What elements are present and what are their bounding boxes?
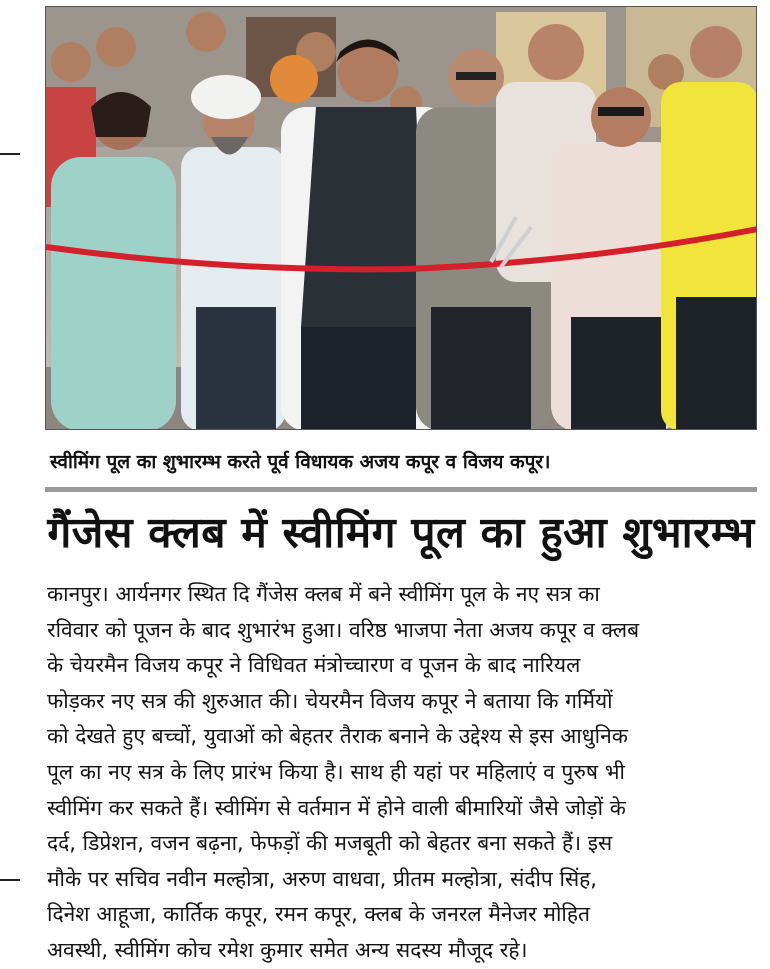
article-line: अवस्थी, स्वीमिंग कोच रमेश कुमार समेत अन्य सदस्य मौजूद रहे। xyxy=(47,937,528,962)
article-line: दर्द, डिप्रेशन, वजन बढ़ना, फेफड़ों की मजबूती को बेहतर बना सकते हैं। इस xyxy=(47,831,613,856)
photo-caption: स्वीमिंग पूल का शुभारम्भ करते पूर्व विधायक अजय कपूर व विजय कपूर। xyxy=(50,451,551,473)
photo-orange-turban xyxy=(270,55,318,103)
divider-rule xyxy=(45,487,757,492)
article-body xyxy=(47,577,755,969)
article-line: के चेयरमैन विजय कपूर ने विधिवत मंत्रोच्चारण व पूजन के बाद नारियल xyxy=(47,653,581,678)
article-line: फोड़कर नए सत्र की शुरुआत की। चेयरमैन विजय कपूर ने बताया कि गर्मियों xyxy=(47,688,613,713)
crop-mark-top xyxy=(0,153,20,155)
article-line: रविवार को पूजन के बाद शुभारंभ हुआ। वरिष्ठ भाजपा नेता अजय कपूर व क्लब xyxy=(47,617,640,642)
news-photo xyxy=(45,6,757,430)
article-line: दिनेश आहूजा, कार्तिक कपूर, रमन कपूर, क्लब के जनरल मैनेजर मोहित xyxy=(47,902,590,927)
crop-mark-bottom xyxy=(0,879,20,881)
photo-person-yellow xyxy=(661,26,757,430)
article-line: मौके पर सचिव नवीन मल्होत्रा, अरुण वाधवा, प्रीतम मल्होत्रा, संदीप सिंह, xyxy=(47,866,597,891)
headline: गैंजेस क्लब में स्वीमिंग पूल का हुआ शुभारम्भ xyxy=(47,509,755,558)
article-line: स्वीमिंग कर सकते हैं। स्वीमिंग से वर्तमान में होने वाली बीमारियों जैसे जोड़ों के xyxy=(47,795,626,820)
article-line: पूल का नए सत्र के लिए प्रारंभ किया है। साथ ही यहां पर महिलाएं व पुरुष भी xyxy=(47,759,625,784)
photo-illustration xyxy=(46,7,757,430)
article-line: कानपुर। आर्यनगर स्थित दि गैंजेस क्लब में बने स्वीमिंग पूल के नए सत्र का xyxy=(47,582,600,606)
article-line: को देखते हुए बच्चों, युवाओं को बेहतर तैराक बनाने के उद्देश्य से इस आधुनिक xyxy=(47,724,628,749)
